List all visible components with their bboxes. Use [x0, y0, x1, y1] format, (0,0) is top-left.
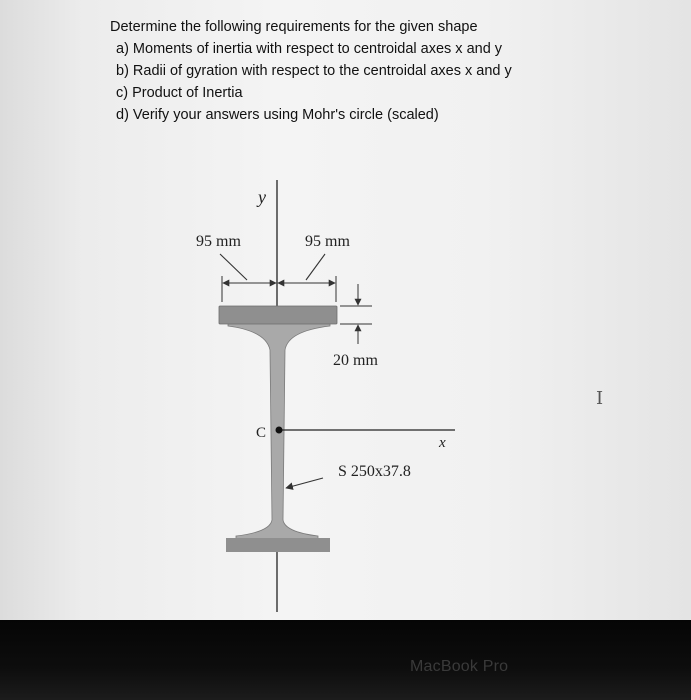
bottom-flange-shade [226, 538, 330, 552]
question-c: c) Product of Inertia [116, 85, 243, 101]
section-label: S 250x37.8 [338, 463, 411, 480]
y-axis-label: y [258, 187, 266, 207]
text-cursor-icon: I [596, 388, 604, 409]
x-axis-label: x [439, 435, 446, 451]
section-leader [286, 478, 323, 488]
question-a: a) Moments of inertia with respect to centroidal axes x and y [116, 41, 503, 57]
cover-plate [219, 306, 337, 324]
bezel-brand-label: MacBook Pro [410, 658, 509, 675]
question-d: d) Verify your answers using Mohr's circle (scaled) [116, 107, 439, 123]
problem-intro: Determine the following requirements for the given shape [110, 19, 478, 35]
dimension-label-plate: 20 mm [333, 352, 378, 369]
centroid-point [276, 427, 283, 434]
dimension-leader-left [220, 254, 247, 280]
dimension-label-right: 95 mm [305, 233, 350, 250]
dimension-leader-right [306, 254, 325, 280]
dimension-label-left: 95 mm [196, 233, 241, 250]
centroid-label: C [256, 425, 267, 441]
laptop-bezel [0, 620, 691, 700]
question-b: b) Radii of gyration with respect to the centroidal axes x and y [116, 63, 512, 79]
